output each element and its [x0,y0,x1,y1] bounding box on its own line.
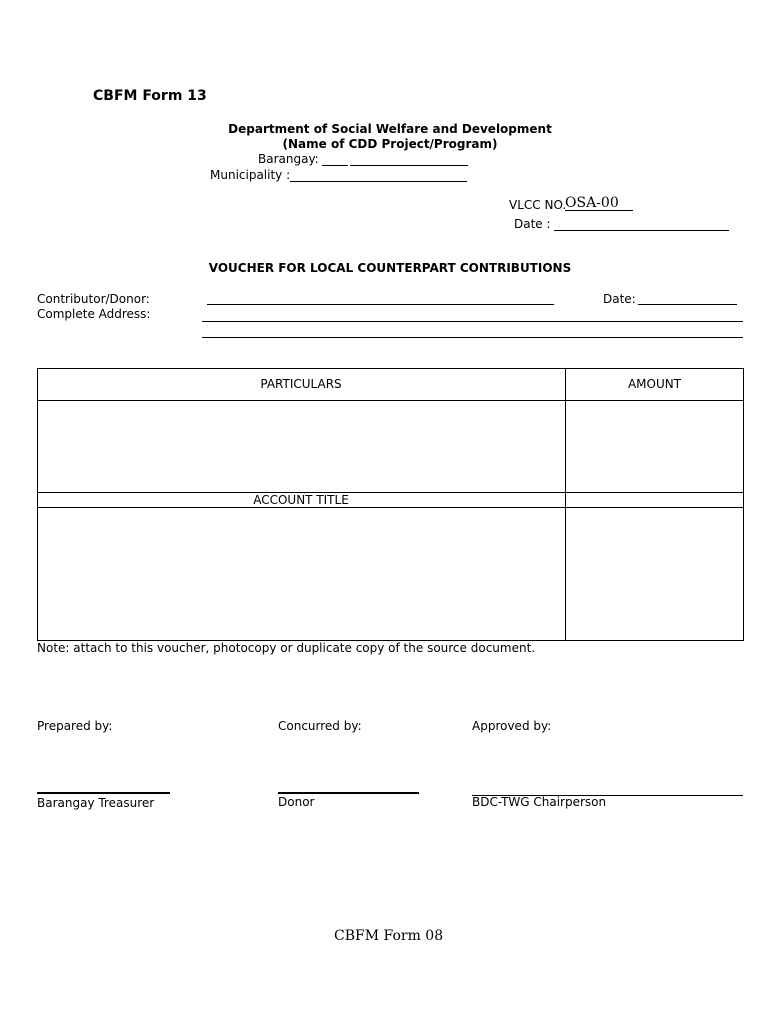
address-label: Complete Address: [37,307,151,321]
concurred-by-label: Concurred by: [278,719,362,733]
prepared-signature-line[interactable] [37,792,170,794]
date-field[interactable] [554,230,729,231]
prepared-role: Barangay Treasurer [37,796,155,810]
prepared-by-label: Prepared by: [37,719,113,733]
account-title-label: ACCOUNT TITLE [253,493,349,507]
municipality-field[interactable] [290,181,467,182]
contributor-date-label: Date: [603,292,636,306]
concurred-signature-line[interactable] [278,792,419,794]
note-text: Note: attach to this voucher, photocopy or duplicate copy of the source document. [37,641,536,655]
form-label: CBFM Form 13 [93,88,207,104]
particulars-amount-cell[interactable] [566,401,743,491]
project-name: (Name of CDD Project/Program) [282,137,498,151]
barangay-label: Barangay: [258,152,319,166]
date-label: Date : [514,217,551,231]
concurred-role: Donor [278,795,315,809]
vlcc-value: OSA-00 [565,195,619,211]
account-amount-cell[interactable] [566,508,743,640]
address-field-1[interactable] [202,321,743,322]
col-amount: AMOUNT [627,377,682,391]
contributor-field[interactable] [207,304,554,305]
approved-by-label: Approved by: [472,719,552,733]
barangay-field[interactable] [350,165,468,166]
approved-role: BDC-TWG Chairperson [472,795,607,809]
col-particulars: PARTICULARS [260,377,342,391]
barangay-underline-short [322,165,348,166]
contributor-label: Contributor/Donor: [37,292,150,306]
particulars-cell[interactable] [38,401,564,491]
account-title-cell[interactable] [38,508,564,640]
address-field-2[interactable] [202,337,743,338]
vlcc-label: VLCC NO. [509,198,567,212]
voucher-title: VOUCHER FOR LOCAL COUNTERPART CONTRIBUTIONS [208,261,572,275]
vlcc-field[interactable] [565,210,633,211]
department-name: Department of Social Welfare and Development [228,122,552,136]
contributor-date-field[interactable] [638,304,737,305]
municipality-label: Municipality : [210,168,291,182]
footer-form-label: CBFM Form 08 [334,928,444,944]
